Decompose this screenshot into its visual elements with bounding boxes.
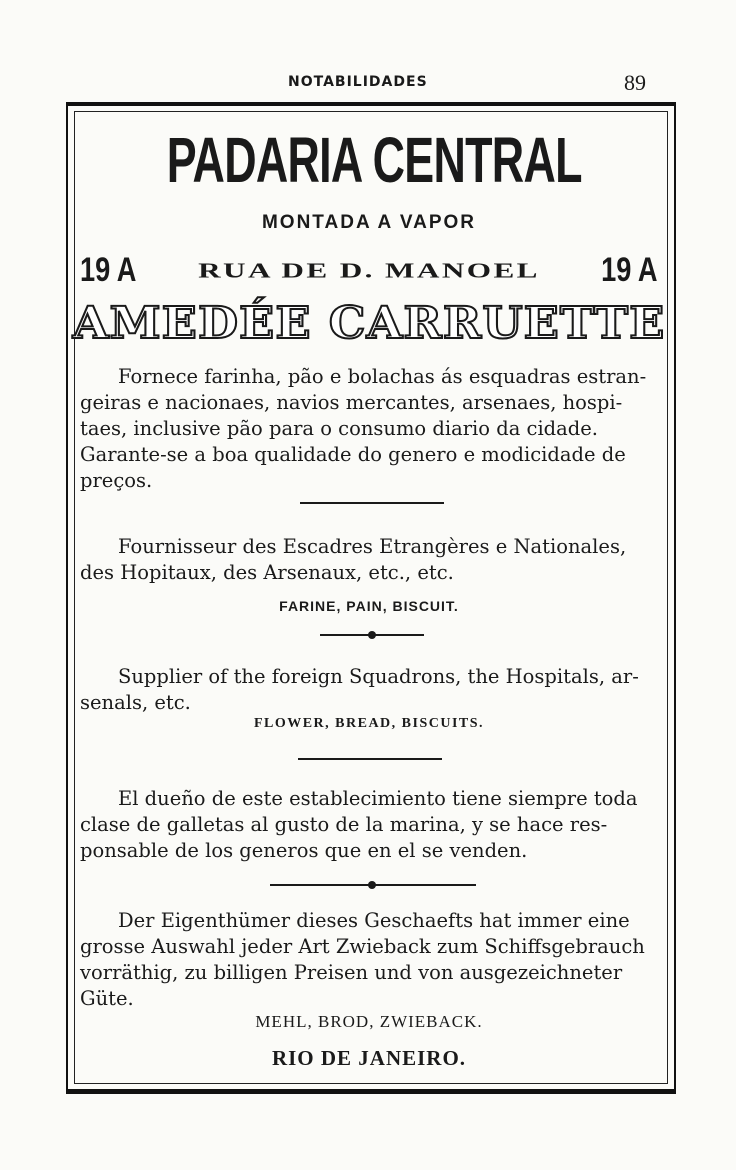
paragraph-line: senals, etc. (80, 691, 191, 714)
paragraph-line: Garante-se a boa qualidade do genero e modicidade de (80, 443, 626, 466)
paragraph-line: vorräthig, zu billigen Preisen und von ausgezeichneter (80, 961, 623, 984)
paragraph-line: ponsable de los generos que en el se venden. (80, 839, 528, 862)
english-products: FLOWER, BREAD, BISCUITS. (253, 716, 485, 731)
section-divider (298, 758, 442, 760)
street-name: RUA DE D. MANOEL (198, 259, 540, 283)
paragraph-line: des Hopitaux, des Arsenaux, etc., etc. (80, 561, 454, 584)
address-number-left: 19 A (80, 251, 137, 289)
shop-name: PADARIA CENTRAL (166, 124, 582, 196)
paragraph-line: taes, inclusive pão para o consumo diario da cidade. (80, 417, 599, 440)
english-paragraph (80, 664, 658, 716)
address-row (80, 248, 658, 292)
paragraph-line: grosse Auswahl jeder Art Zwieback zum Schiffsgebrauch (80, 935, 645, 958)
paragraph-line: Supplier of the foreign Squadrons, the Hospitals, ar- (118, 665, 639, 688)
paragraph-line: Güte. (80, 987, 134, 1010)
shop-subtitle: MONTADA A VAPOR (261, 212, 476, 233)
section-divider (300, 502, 444, 504)
address-number-right: 19 A (601, 251, 658, 289)
paragraph-line: preços. (80, 469, 153, 492)
divider-ornament (368, 881, 376, 889)
section-divider (320, 634, 424, 636)
paragraph-line: Der Eigenthümer dieses Geschaefts hat immer eine (118, 909, 630, 932)
german-products: MEHL, BROD, ZWIEBACK. (255, 1012, 483, 1031)
divider-ornament (368, 631, 376, 639)
paragraph-line: clase de galletas al gusto de la marina, y se hace res- (80, 813, 608, 836)
paragraph-line: Fornece farinha, pão e bolachas ás esquadras estran- (118, 365, 647, 388)
spanish-paragraph (80, 786, 658, 864)
paragraph-line: Fournisseur des Escadres Etrangères e Nationales, (118, 535, 627, 558)
french-products: FARINE, PAIN, BISCUIT. (279, 598, 459, 614)
page-number: 89 (624, 70, 646, 95)
section-divider (270, 884, 476, 886)
running-head-title: NOTABILIDADES (288, 74, 428, 90)
german-paragraph (80, 908, 658, 1012)
paragraph-line: geiras e nacionaes, navios mercantes, arsenaes, hospi- (80, 391, 623, 414)
advert-content (72, 112, 666, 1082)
running-head (0, 70, 736, 98)
owner-name: AMEDÉE CARRUETTE (72, 298, 666, 349)
french-paragraph (80, 534, 658, 586)
city: RIO DE JANEIRO. (271, 1046, 467, 1070)
paragraph-line: El dueño de este establecimiento tiene siempre toda (118, 787, 638, 810)
portuguese-paragraph (80, 364, 658, 494)
